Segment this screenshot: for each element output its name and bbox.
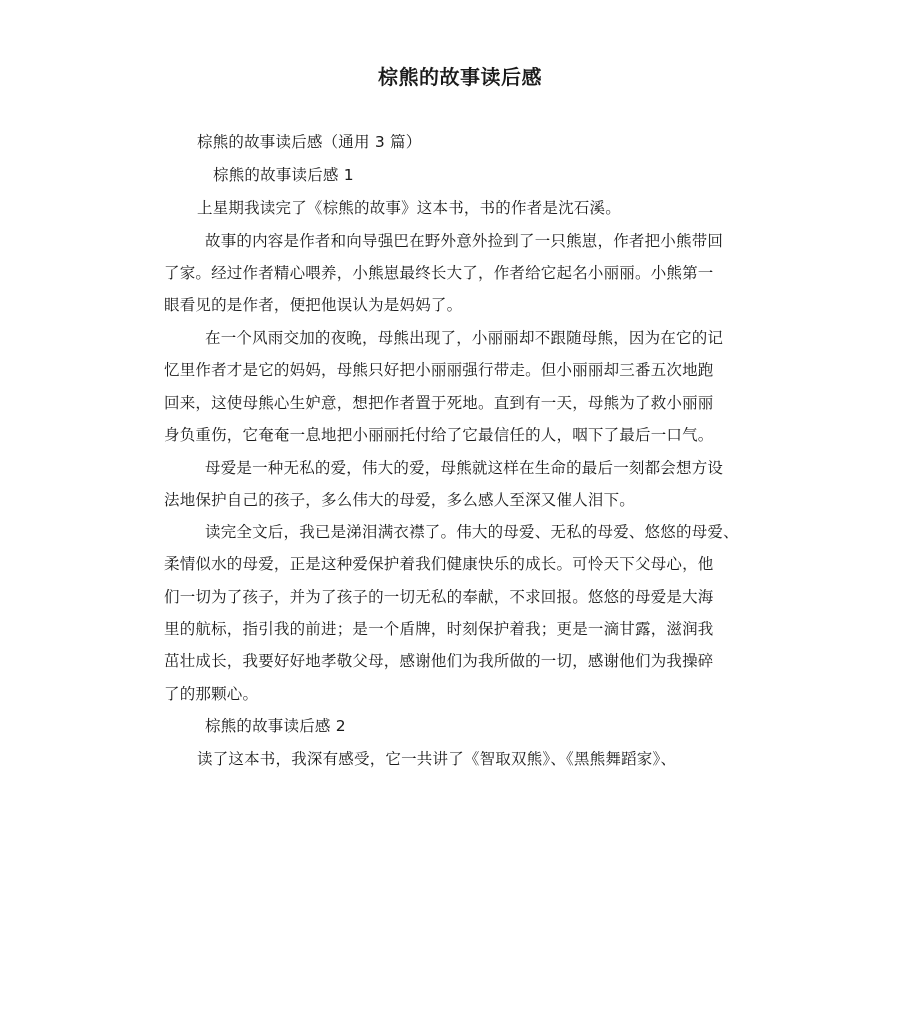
paragraph-line: 柔情似水的母爱，正是这种爱保护着我们健康快乐的成长。可怜天下父母心，他 bbox=[164, 555, 714, 573]
paragraph-line: 母爱是一种无私的爱，伟大的爱，母熊就这样在生命的最后一刻都会想方设 bbox=[205, 459, 724, 477]
paragraph-line: 在一个风雨交加的夜晚，母熊出现了，小丽丽却不跟随母熊，因为在它的记 bbox=[205, 329, 724, 347]
paragraph-line: 了的那颗心。 bbox=[164, 685, 259, 703]
paragraph-line: 眼看见的是作者，便把他误认为是妈妈了。 bbox=[164, 296, 463, 314]
paragraph-line: 回来，这使母熊心生妒意，想把作者置于死地。直到有一天，母熊为了救小丽丽 bbox=[164, 394, 714, 412]
paragraph-line: 茁壮成长，我要好好地孝敬父母，感谢他们为我所做的一切，感谢他们为我操碎 bbox=[164, 652, 714, 670]
document-subtitle: 棕熊的故事读后感（通用 3 篇） bbox=[197, 133, 422, 151]
paragraph-line: 故事的内容是作者和向导强巴在野外意外捡到了一只熊崽，作者把小熊带回 bbox=[205, 232, 724, 250]
paragraph-line: 上星期我读完了《棕熊的故事》这本书，书的作者是沈石溪。 bbox=[197, 199, 621, 217]
paragraph-line: 们一切为了孩子，并为了孩子的一切无私的奉献，不求回报。悠悠的母爱是大海 bbox=[164, 588, 714, 606]
paragraph-line: 身负重伤，它奄奄一息地把小丽丽托付给了它最信任的人，咽下了最后一口气。 bbox=[164, 426, 714, 444]
paragraph-line: 里的航标，指引我的前进；是一个盾牌，时刻保护着我；更是一滴甘露，滋润我 bbox=[164, 620, 714, 638]
document-title: 棕熊的故事读后感 bbox=[378, 65, 542, 89]
paragraph-line: 读了这本书，我深有感受，它一共讲了《智取双熊》、《黑熊舞蹈家》、 bbox=[197, 750, 677, 768]
paragraph-line: 读完全文后，我已是涕泪满衣襟了。伟大的母爱、无私的母爱、悠悠的母爱、 bbox=[205, 523, 739, 541]
paragraph-line: 忆里作者才是它的妈妈，母熊只好把小丽丽强行带走。但小丽丽却三番五次地跑 bbox=[164, 361, 714, 379]
section-heading-1: 棕熊的故事读后感 1 bbox=[213, 166, 354, 184]
paragraph-line: 法地保护自己的孩子，多么伟大的母爱，多么感人至深又催人泪下。 bbox=[164, 491, 636, 509]
section-heading-2: 棕熊的故事读后感 2 bbox=[205, 717, 346, 735]
paragraph-line: 了家。经过作者精心喂养，小熊崽最终长大了，作者给它起名小丽丽。小熊第一 bbox=[164, 264, 714, 282]
